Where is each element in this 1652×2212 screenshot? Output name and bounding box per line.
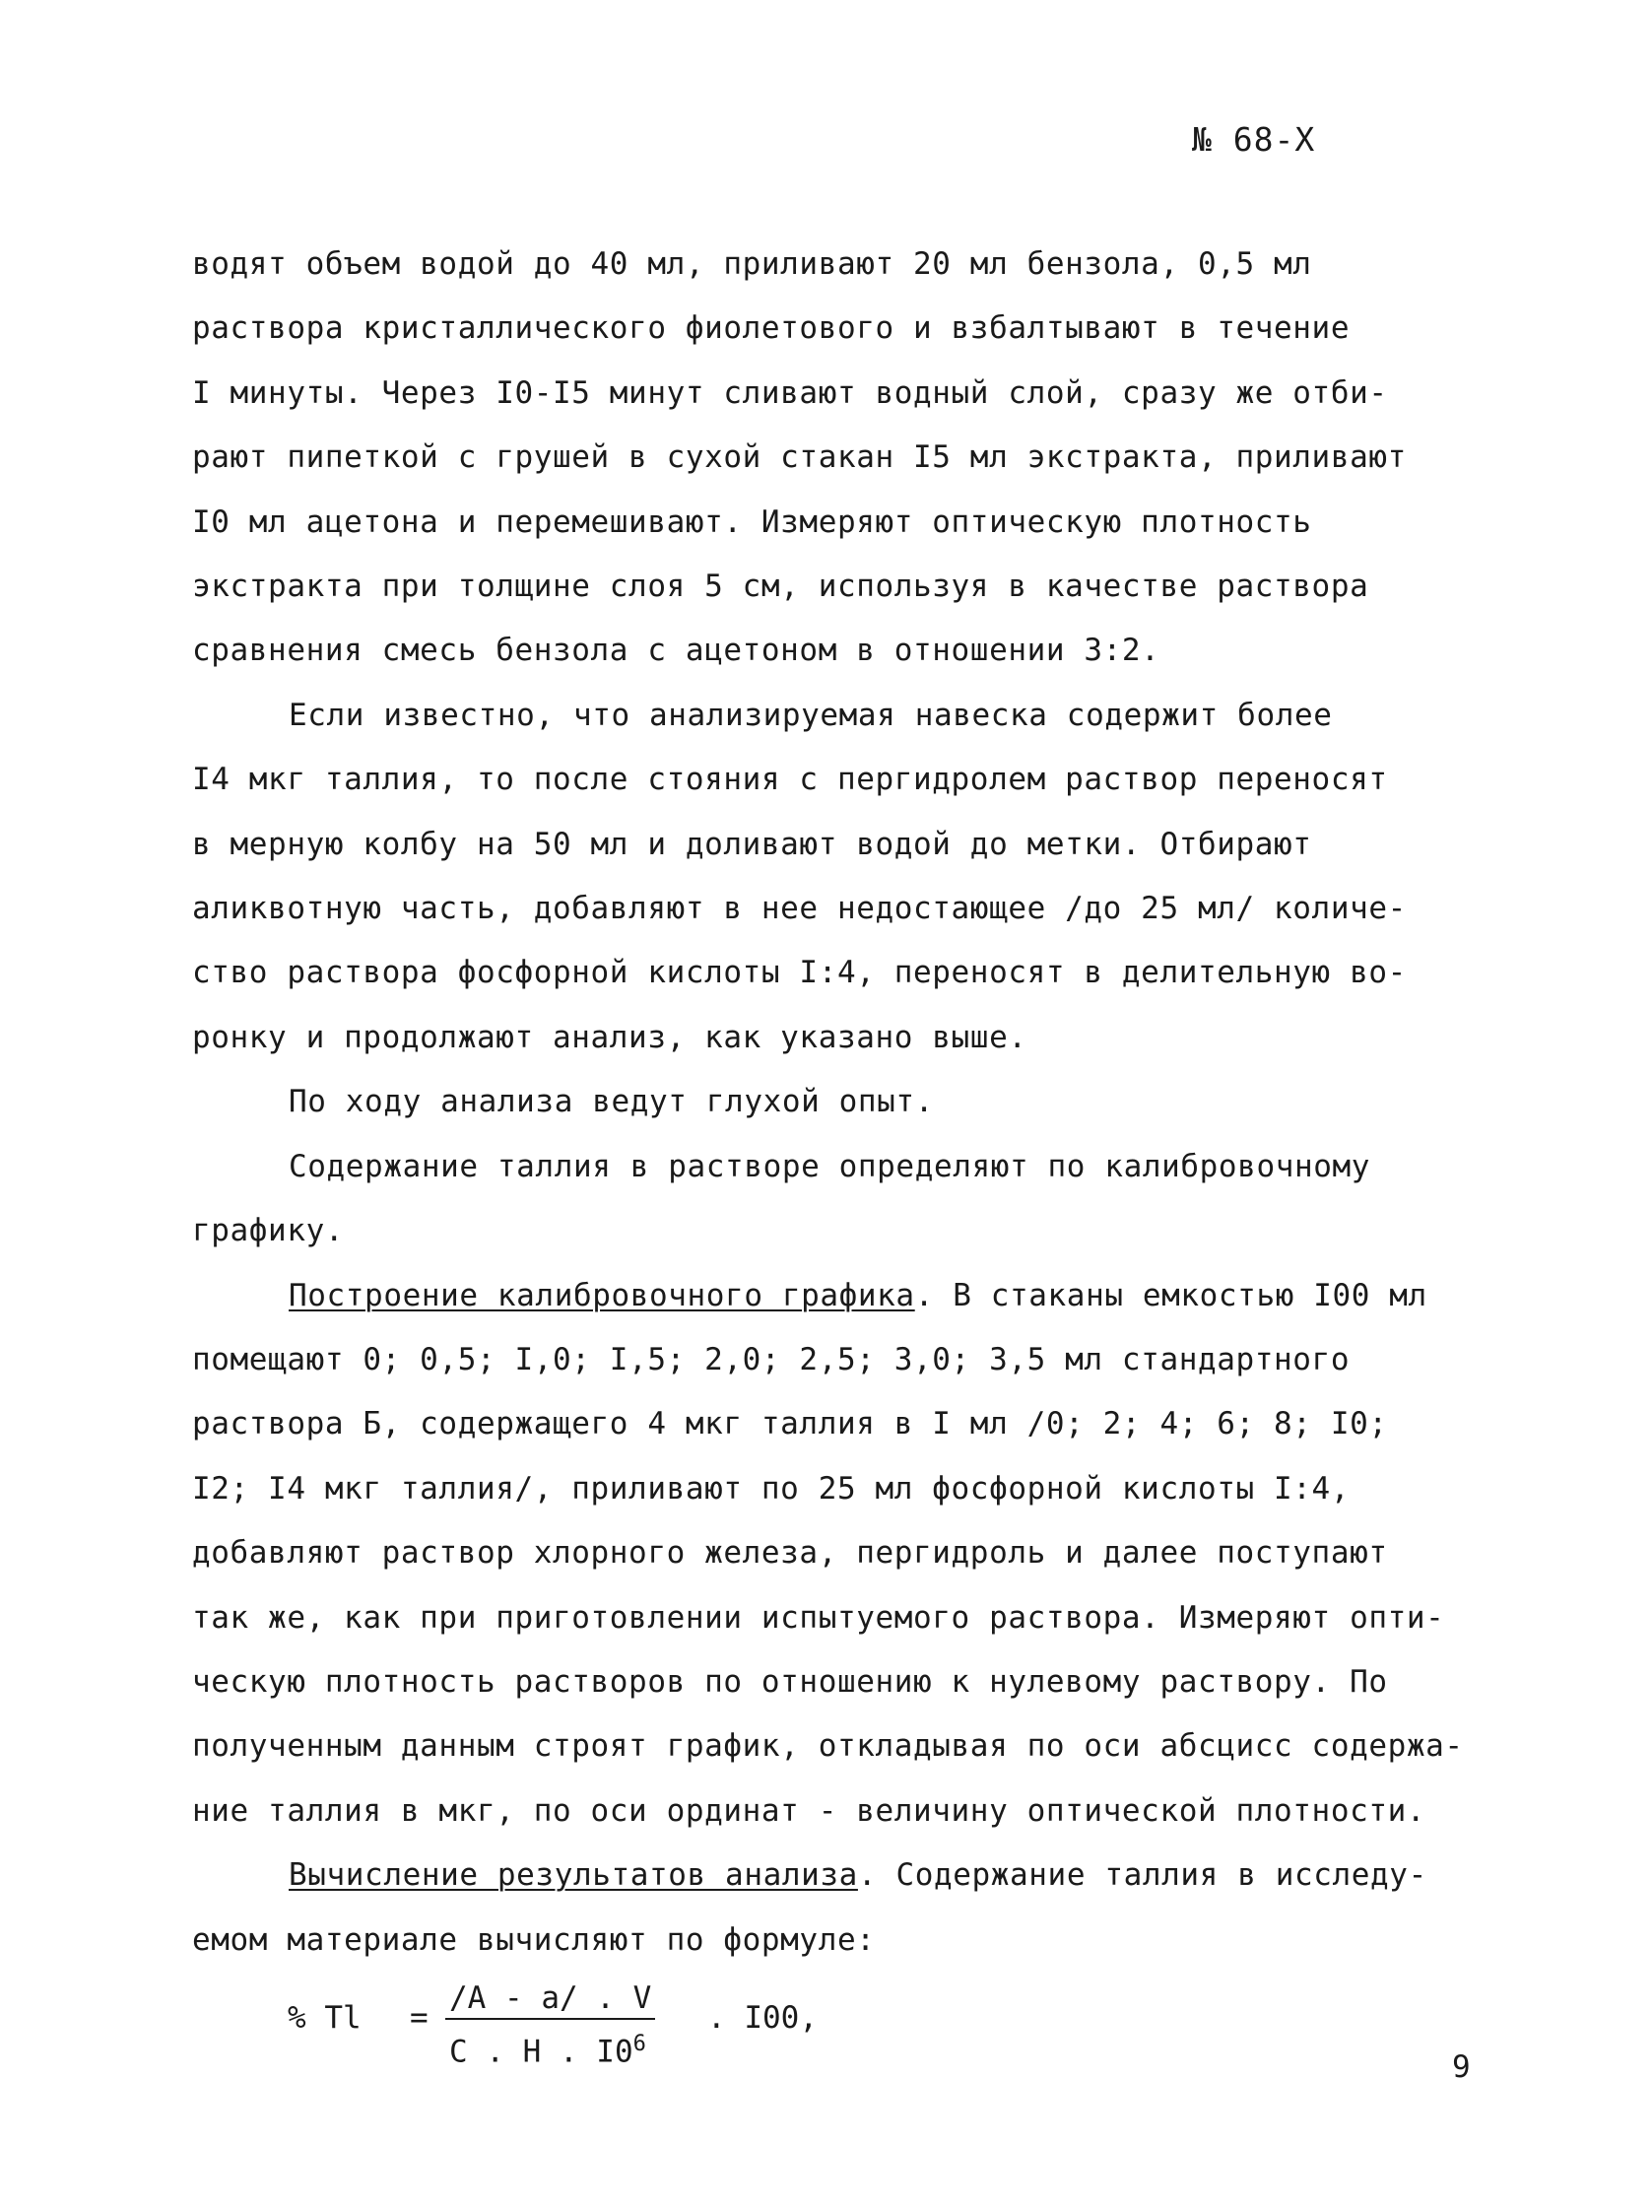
text-line: I4 мкг таллия, то после стояния с пергидролем раствор переносят <box>192 762 1388 798</box>
text-line: емом материале вычисляют по формуле: <box>192 1921 876 1958</box>
text-line: аликвотную часть, добавляют в нее недостающее /до 25 мл/ количе- <box>192 891 1407 927</box>
text-line: графику. <box>192 1213 345 1249</box>
text-line: I минуты. Через I0-I5 минут сливают водный слой, сразу же отби- <box>192 374 1388 411</box>
formula-denominator <box>449 2032 646 2069</box>
text-line: Если известно, что анализируемая навеска содержит более <box>289 697 1333 733</box>
paragraph-2 <box>192 684 1571 1070</box>
text-line: Содержание таллия в растворе определяют по калибровочному <box>289 1148 1371 1184</box>
text-line: добавляют раствор хлорного железа, пергидроль и далее поступают <box>192 1535 1388 1572</box>
text-line <box>192 1264 1571 1328</box>
formula-equals: = <box>410 2000 429 2036</box>
paragraph-3 <box>192 1070 1571 1134</box>
paragraph-5 <box>192 1264 1571 1844</box>
text-line: полученным данным строят график, откладывая по оси абсцисс содержа- <box>192 1728 1464 1765</box>
text-line: так же, как при приготовлении испытуемого раствора. Измеряют опти- <box>192 1599 1445 1636</box>
text-line: помещают 0; 0,5; I,0; I,5; 2,0; 2,5; 3,0; 3,5 мл стандартного <box>192 1341 1351 1377</box>
text-line: I2; I4 мкг таллия/, приливают по 25 мл фосфорной кислоты I:4, <box>192 1470 1351 1507</box>
text-line: водят объем водой до 40 мл, приливают 20 мл бензола, 0,5 мл <box>192 246 1312 282</box>
text-line: I0 мл ацетона и перемешивают. Измеряют оптическую плотность <box>192 503 1312 540</box>
text-line: раствора Б, содержащего 4 мкг таллия в I мл /0; 2; 4; 6; 8; I0; <box>192 1406 1388 1442</box>
text-line: в мерную колбу на 50 мл и доливают водой до метки. Отбирают <box>192 826 1312 862</box>
text-line: экстракта при толщине слоя 5 см, используя в качестве раствора <box>192 569 1369 605</box>
paragraph-6 <box>192 1843 1571 1973</box>
text-run: . В стаканы емкостью I00 мл <box>914 1277 1427 1313</box>
text-run: . Содержание таллия в исследу- <box>857 1857 1427 1894</box>
text-line: сравнения смесь бензола с ацетоном в отношении 3:2. <box>192 633 1160 669</box>
text-line: рают пипеткой с грушей в сухой стакан I5 мл экстракта, приливают <box>192 439 1407 476</box>
text-line <box>192 1843 1571 1908</box>
paragraph-4 <box>192 1135 1571 1264</box>
page-number: 9 <box>1452 2049 1471 2085</box>
denominator-text: C . H . I0 <box>449 2034 633 2070</box>
text-line: ронку и продолжают анализ, как указано выше. <box>192 1019 1027 1055</box>
formula-lhs: % Tl <box>288 2000 362 2036</box>
paragraph-1 <box>192 233 1571 684</box>
text-line: ческую плотность растворов по отношению к нулевому раствору. По <box>192 1663 1388 1700</box>
document-number: № 68-Х <box>1192 120 1316 159</box>
formula-tail: . I00, <box>707 2000 818 2036</box>
text-line: По ходу анализа ведут глухой опыт. <box>289 1084 934 1120</box>
section-heading-calibration: Построение калибровочного графика <box>289 1277 915 1313</box>
body-text <box>192 233 1571 1973</box>
section-heading-calculation: Вычисление результатов анализа <box>289 1857 858 1894</box>
text-line: раствора кристаллического фиолетового и взбалтывают в течение <box>192 310 1351 347</box>
text-line: ние таллия в мкг, по оси ординат - величину оптической плотности. <box>192 1792 1426 1829</box>
formula-numerator: /A - a/ . V <box>445 1980 655 2020</box>
denominator-exponent: 6 <box>632 2032 646 2056</box>
text-line: ство раствора фосфорной кислоты I:4, переносят в делительную во- <box>192 955 1407 991</box>
